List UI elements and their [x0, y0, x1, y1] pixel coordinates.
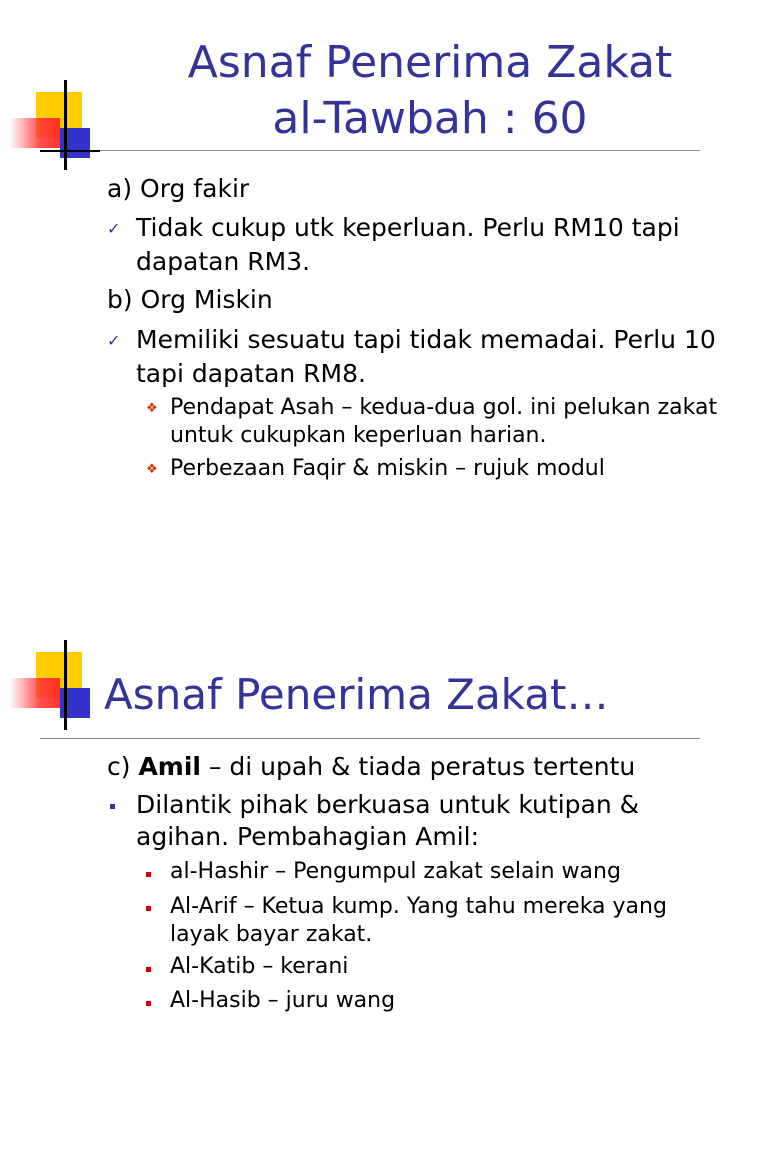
deco-horizontal-line — [40, 150, 100, 152]
heading-c-bold: Amil — [138, 752, 201, 781]
square-bullet-icon — [146, 906, 151, 911]
point-b-line1: Memiliki sesuatu tapi tidak memadai. Perlu 10 — [136, 325, 716, 354]
slide-decoration — [0, 560, 120, 670]
amil-item-continuation: layak bayar zakat. — [170, 922, 373, 947]
point-a-line1: Tidak cukup utk keperluan. Perlu RM10 tapi — [136, 213, 680, 242]
sub-point-2: Perbezaan Faqir & miskin – rujuk modul — [170, 456, 605, 481]
check-bullet-icon: ✓ — [107, 331, 121, 350]
diamond-bullet-icon: ❖ — [146, 401, 158, 416]
slide-title-line2: al-Tawbah : 60 — [272, 93, 588, 144]
check-bullet-icon: ✓ — [107, 219, 121, 238]
sub-point-1-line1: Pendapat Asah – kedua-dua gol. ini pelukan zakat — [170, 395, 718, 420]
point-a-line2: dapatan RM3. — [136, 247, 311, 276]
square-bullet-icon — [146, 1001, 151, 1006]
amil-item: al-Hashir – Pengumpul zakat selain wang — [170, 859, 621, 884]
amil-item: Al-Katib – kerani — [170, 954, 349, 979]
point-b-line2: tapi dapatan RM8. — [136, 359, 366, 388]
heading-c-prefix: c) — [107, 752, 139, 781]
deco-vertical-line — [64, 80, 67, 170]
slide-1 — [0, 0, 768, 520]
heading-c — [107, 750, 635, 784]
heading-c-rest: – di upah & tiada peratus tertentu — [201, 752, 636, 781]
sub-point-1-line2: untuk cukupkan keperluan harian. — [170, 423, 547, 448]
square-bullet-icon — [110, 804, 115, 809]
deco-red-bar — [10, 678, 60, 708]
deco-vertical-line — [64, 640, 67, 730]
slide-title: Asnaf Penerima Zakat… — [104, 670, 609, 719]
title-underline — [40, 738, 700, 739]
square-bullet-icon — [146, 967, 151, 972]
amil-item: Al-Arif – Ketua kump. Yang tahu mereka yang — [170, 894, 667, 919]
heading-a: a) Org fakir — [107, 174, 250, 203]
point-c-line2: agihan. Pembahagian Amil: — [136, 822, 480, 851]
diamond-bullet-icon: ❖ — [146, 462, 158, 477]
point-c-line1: Dilantik pihak berkuasa untuk kutipan & — [136, 790, 640, 819]
title-underline — [40, 150, 700, 151]
amil-item: Al-Hasib – juru wang — [170, 988, 396, 1013]
slide-2 — [0, 640, 768, 1160]
heading-b: b) Org Miskin — [107, 285, 273, 314]
slide-decoration — [0, 0, 120, 110]
square-bullet-icon — [146, 872, 151, 877]
slide-title-line1: Asnaf Penerima Zakat — [187, 37, 673, 88]
deco-red-bar — [10, 118, 60, 148]
